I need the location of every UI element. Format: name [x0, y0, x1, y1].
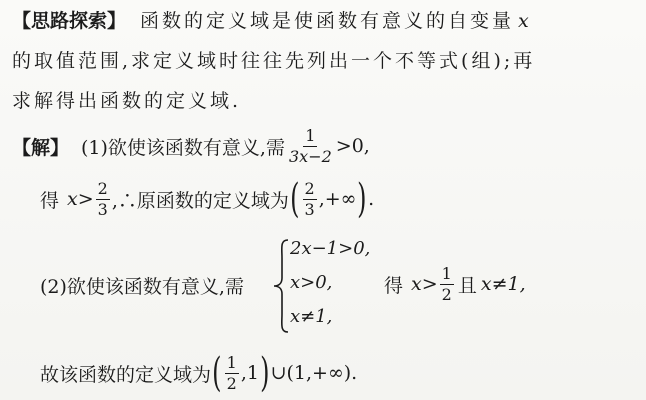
analysis-line-2	[12, 46, 535, 73]
analysis-text-2: 的取值范围,求定义域时往往先列出一个不等式(组);再	[12, 50, 536, 72]
solution-line-2	[40, 174, 374, 224]
part1-frac-den: 3x−2	[288, 146, 332, 166]
final-mid: ,1	[240, 362, 259, 384]
system-line-2: x>0,	[290, 272, 333, 293]
part1-fraction	[287, 125, 334, 166]
part2-intro-line	[40, 272, 244, 299]
final-answer-line	[40, 348, 357, 398]
analysis-text-3: 求解得出函数的定义域.	[12, 90, 242, 112]
analysis-line-3	[12, 86, 241, 113]
left-brace	[272, 238, 292, 334]
line2-var: x	[67, 188, 78, 210]
part2-frac-den: 2	[441, 284, 452, 304]
final-open-paren: (	[212, 350, 222, 396]
line2-interval-tail: ,+∞	[318, 188, 357, 210]
line2-mid: ,∴原函数的定义域为	[111, 189, 289, 212]
solution-label: 【解】	[12, 136, 70, 159]
part2-frac-num: 1	[441, 263, 452, 283]
part2-neq: x≠1,	[480, 273, 526, 295]
analysis-var-x: x	[518, 10, 529, 32]
part1-frac-num: 1	[305, 125, 316, 145]
line2-gt: >	[77, 188, 94, 210]
final-fraction	[225, 352, 239, 393]
final-frac-den: 2	[226, 373, 237, 393]
final-frac-num: 1	[226, 352, 237, 372]
inequality-system	[272, 238, 371, 334]
line2-lead: 得	[40, 189, 60, 212]
line2-interval-den: 3	[304, 199, 315, 219]
part2-fraction	[440, 263, 454, 304]
part2-gt: >	[421, 273, 438, 295]
system-line-3: x≠1,	[290, 306, 333, 327]
part2-and: 且	[457, 274, 477, 297]
analysis-label: 【思路探索】	[12, 10, 127, 32]
line2-interval-fraction	[303, 178, 317, 219]
line2-frac-den: 3	[97, 199, 108, 219]
line2-interval-num: 2	[304, 178, 315, 198]
analysis-text-1: 函数的定义域是使函数有意义的自变量	[140, 10, 515, 32]
part2-result	[384, 258, 526, 310]
system-line-1: 2x−1>0,	[290, 238, 371, 259]
part1-tail: >0,	[335, 135, 370, 157]
part2-intro: (2)欲使该函数有意义,需	[40, 276, 244, 298]
part2-var: x	[411, 273, 422, 295]
part2-result-lead: 得	[384, 274, 404, 297]
open-paren: (	[290, 176, 300, 222]
final-lead: 故该函数的定义域为	[40, 363, 212, 386]
line2-frac-num: 2	[97, 178, 108, 198]
analysis-line-1	[12, 6, 529, 33]
final-union: ∪(1,+∞).	[270, 362, 358, 384]
part1-intro: (1)欲使该函数有意义,需	[81, 136, 285, 159]
close-paren: )	[357, 176, 367, 222]
line2-fraction	[96, 178, 110, 219]
solution-line-1	[12, 124, 370, 168]
final-close-paren: )	[260, 350, 270, 396]
line2-end: .	[368, 188, 375, 210]
